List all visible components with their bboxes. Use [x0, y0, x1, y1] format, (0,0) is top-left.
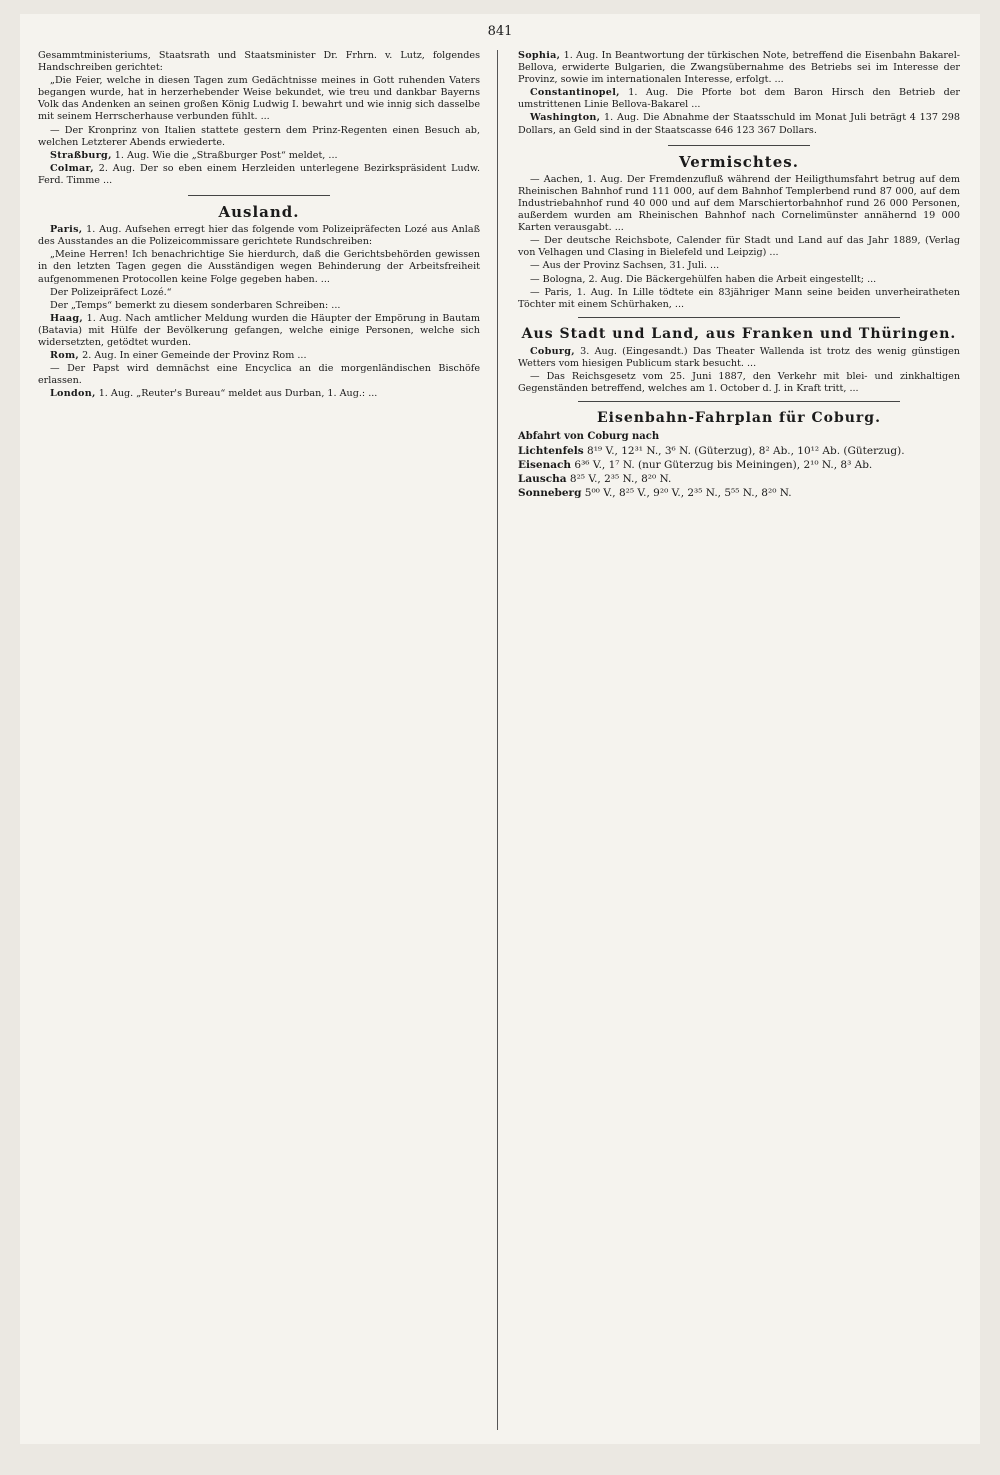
dateline: Haag, [50, 312, 84, 324]
dateline: Coburg, [530, 345, 575, 357]
dateline: Washington, [530, 112, 601, 124]
timetable-row [518, 486, 960, 500]
timetable-times: 6³⁶ V., 1⁷ N. (nur Güterzug bis Meiningen), 2¹⁰ N., 8³ Ab. [574, 459, 873, 472]
paragraph: Der „Temps“ bemerkt zu diesem sonderbaren Schreiben: ... [50, 299, 341, 311]
paragraph: — Paris, 1. Aug. In Lille tödtete ein 83jähriger Mann seine beiden unverheiratheten Töchter mit einem Schürhaken, ... [518, 286, 960, 310]
timetable-row [518, 472, 960, 486]
dateline: Sophia, [518, 50, 561, 61]
section-rule [188, 195, 330, 196]
paragraph: — Der Kronprinz von Italien stattete gestern dem Prinz-Regenten einen Besuch ab, welchen Letzterer Abends erwiederte. [38, 124, 480, 148]
paragraph: Colmar, 2. Aug. Der so eben einem Herzleiden unterlegene Bezirkspräsident Ludw. Ferd. Timme ... [38, 162, 480, 186]
paragraph: Der Polizeipräfect Lozé.“ [50, 286, 172, 298]
page-number: 841 [487, 24, 513, 39]
paragraph: — Aachen, 1. Aug. Der Fremdenzufluß während der Heiligthumsfahrt betrug auf dem Rheinischen Bahnhof rund 111 000, auf dem Bahnhof Templerbend rund 87 000, auf dem Industriebahnhof rund 40 000 und auf dem Marschiertorbahnhof rund 26 000 Personen, außerdem wurden am Rheinischen Bahnhof nach Cornelimünster annähernd 19 000 Karten verausgabt. ... [518, 173, 960, 234]
paragraph: London, 1. Aug. „Reuter's Bureau“ meldet aus Durban, 1. Aug.: ... [50, 388, 378, 400]
dateline: Paris, [50, 224, 83, 236]
paragraph: — Der deutsche Reichsbote, Calender für Stadt und Land auf das Jahr 1889, (Verlag von Velhagen und Clasing in Bielefeld und Leipzig) ... [518, 235, 960, 259]
paragraph: — Der Papst wird demnächst eine Encyclica an die morgenländischen Bischöfe erlassen. [38, 363, 480, 387]
dateline: Rom, [50, 350, 80, 362]
paragraph: Constantinopel, 1. Aug. Die Pforte bot dem Baron Hirsch den Betrieb der umstrittenen Linie Bellova-Bakarel ... [518, 87, 960, 111]
train-timetable [518, 430, 960, 500]
timetable-row [518, 444, 960, 458]
dateline: Straßburg, [50, 149, 112, 161]
section-rule [578, 401, 900, 402]
paragraph: — Aus der Provinz Sachsen, 31. Juli. ... [530, 260, 720, 272]
paragraph: Haag, 1. Aug. Nach amtlicher Meldung wurden die Häupter der Empörung in Bautam (Batavia) mit Hülfe der Bevölkerung gefangen, welche einige Personen, welche sich widersetzten, getödtet wurden. [38, 312, 480, 348]
paragraph: Rom, 2. Aug. In einer Gemeinde der Provinz Rom ... [50, 350, 307, 362]
timetable-destination: Eisenach [518, 459, 572, 472]
timetable-heading: Eisenbahn-Fahrplan für Coburg. [597, 410, 881, 427]
timetable-caption: Abfahrt von Coburg nach [518, 431, 660, 443]
section-heading: Aus Stadt und Land, aus Franken und Thüringen. [521, 325, 957, 342]
section-rule [668, 145, 810, 146]
timetable-destination: Lauscha [518, 473, 567, 486]
paragraph: Coburg, 3. Aug. (Eingesandt.) Das Theater Wallenda ist trotz des wenig günstigen Wetters vom hiesigen Publicum stark besucht. ... [518, 345, 960, 369]
section-heading: Ausland. [218, 203, 300, 222]
dateline: Colmar, [50, 162, 94, 174]
left-column [38, 50, 480, 401]
section-rule [578, 317, 900, 318]
section-heading: Vermischtes. [679, 152, 799, 171]
paragraph: — Bologna, 2. Aug. Die Bäckergehülfen haben die Arbeit eingestellt; ... [530, 273, 877, 285]
timetable-destination: Lichtenfels [518, 445, 584, 458]
dateline: Constantinopel, [530, 87, 620, 99]
newspaper-page [20, 14, 980, 1444]
column-divider [497, 50, 498, 1430]
paragraph: Washington, 1. Aug. Die Abnahme der Staatsschuld im Monat Juli beträgt 4 137 298 Dollars, an Geld sind in der Staatscasse 646 123 367 Dollars. [518, 112, 960, 136]
right-column [518, 50, 960, 500]
dateline: London, [50, 388, 96, 400]
timetable-times: 8²⁵ V., 2³⁵ N., 8²⁰ N. [569, 473, 672, 486]
paragraph: „Die Feier, welche in diesen Tagen zum Gedächtnisse meines in Gott ruhenden Vaters begangen wurde, hat in herzerhebender Weise bekundet, wie treu und dankbar Bayerns Volk das Andenken an seinen großen König Ludwig I. bewahrt und wie innig sich dasselbe mit seinem Herrscherhause verbunden fühlt. ... [38, 75, 480, 123]
paragraph: Sophia, 1. Aug. In Beantwortung der türkischen Note, betreffend die Eisenbahn Bakarel-Bellova, erwiderte Bulgarien, die Zwangsübernahme des Betriebs sei im Interesse der Provinz, sowie im internationalen Interesse, erfolgt. ... [518, 50, 960, 86]
timetable-times: 8¹⁹ V., 12³¹ N., 3⁶ N. (Güterzug), 8² Ab., 10¹² Ab. (Güterzug). [587, 445, 905, 458]
timetable-row [518, 458, 960, 472]
paragraph: „Meine Herren! Ich benachrichtige Sie hierdurch, daß die Gerichtsbehörden gewissen in den letzten Tagen gegen die Ausständigen wegen Behinderung der Arbeitsfreiheit aufgenommenen Protocollen keine Folge gegeben haben. ... [38, 249, 480, 285]
timetable-destination: Sonneberg [518, 487, 582, 500]
paragraph: Paris, 1. Aug. Aufsehen erregt hier das folgende vom Polizeipräfecten Lozé aus Anlaß des Ausstandes an die Polizeicommissare gerichtete Rundschreiben: [38, 224, 480, 248]
paragraph: Gesammtministeriums, Staatsrath und Staatsminister Dr. Frhrn. v. Lutz, folgendes Handschreiben gerichtet: [38, 50, 480, 74]
paragraph: — Das Reichsgesetz vom 25. Juni 1887, den Verkehr mit blei- und zinkhaltigen Gegenständen betreffend, welches am 1. October d. J. in Kraft tritt, ... [518, 371, 960, 395]
paragraph: Straßburg, 1. Aug. Wie die „Straßburger Post“ meldet, ... [50, 149, 338, 161]
timetable-times: 5⁰⁰ V., 8²⁵ V., 9²⁰ V., 2³⁵ N., 5⁵⁵ N., 8²⁰ N. [584, 487, 792, 500]
